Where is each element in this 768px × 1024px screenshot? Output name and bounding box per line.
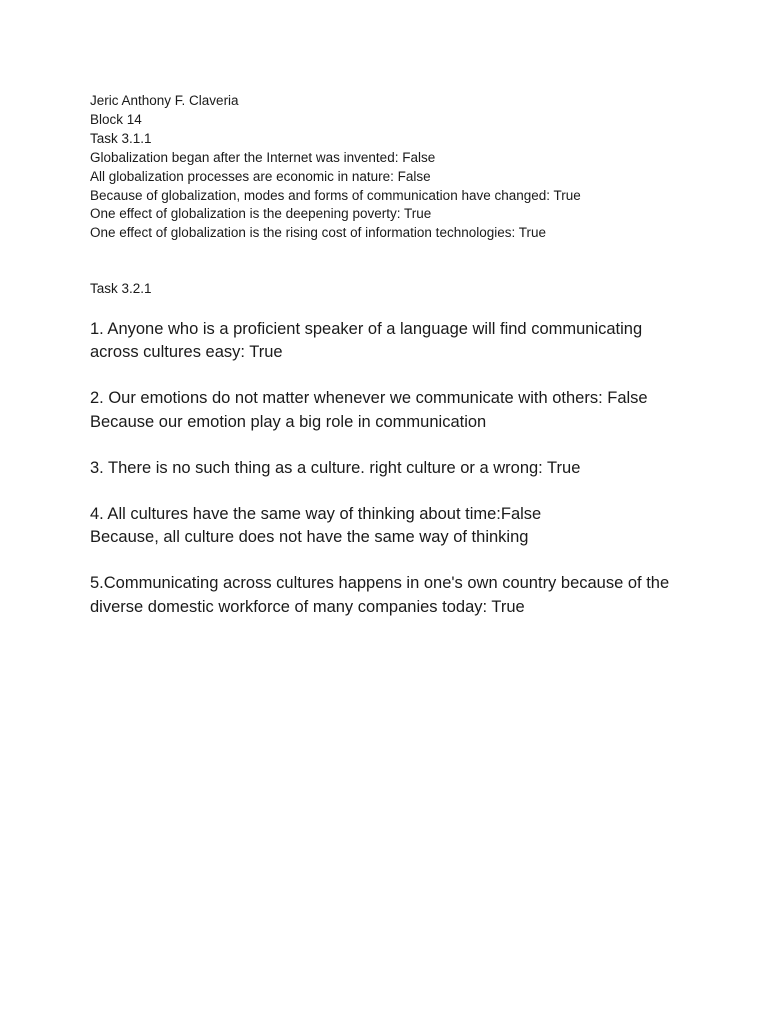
task-1-item: One effect of globalization is the rising cost of information technologies: True	[90, 225, 547, 241]
task-2-answers	[90, 318, 690, 642]
task-2-item	[90, 387, 690, 433]
task-2-statement: 4. All cultures have the same way of thinking about time:False	[90, 505, 542, 524]
task-2-statement: 5.Communicating across cultures happens in one's own country because of the diverse domestic workforce of many companies today: True	[90, 574, 670, 616]
task-2-item	[90, 572, 690, 618]
task-2-statement: 3. There is no such thing as a culture. right culture or a wrong: True	[90, 458, 581, 477]
task-1-item: One effect of globalization is the deepening poverty: True	[90, 206, 432, 222]
task-1-item: Globalization began after the Internet was invented: False	[90, 149, 436, 165]
task-2-item	[90, 503, 690, 549]
task-2-item	[90, 318, 690, 364]
task-1-title: Task 3.1.1	[90, 130, 152, 146]
task-2-reason: Because, all culture does not have the same way of thinking	[90, 528, 529, 547]
task-1-section	[90, 92, 710, 243]
task-2-title: Task 3.2.1	[90, 281, 152, 296]
task-2-reason: Because our emotion play a big role in communication	[90, 412, 487, 431]
student-name: Jeric Anthony F. Claveria	[90, 93, 239, 108]
task-1-item: All globalization processes are economic in nature: False	[90, 168, 431, 184]
block-label: Block 14	[90, 111, 142, 127]
task-1-item: Because of globalization, modes and forms of communication have changed: True	[90, 187, 581, 203]
task-2-item	[90, 457, 690, 480]
task-2-statement: 1. Anyone who is a proficient speaker of a language will find communicating across cultures easy: True	[90, 320, 643, 362]
task-2-statement: 2. Our emotions do not matter whenever we communicate with others: False	[90, 389, 648, 408]
